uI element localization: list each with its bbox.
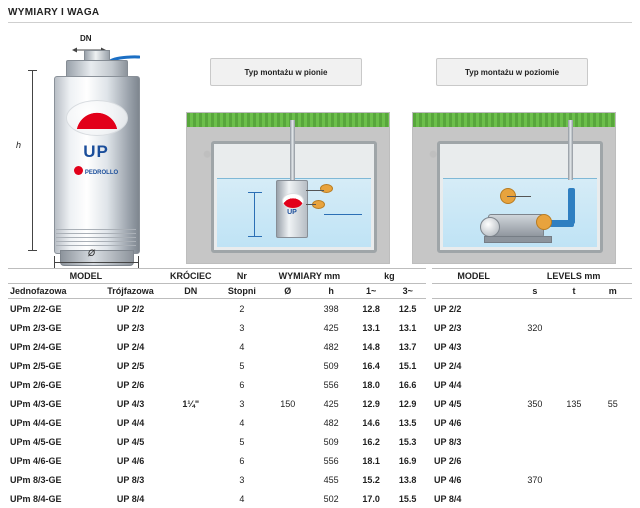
float-cable bbox=[507, 196, 531, 197]
cell-h: 556 bbox=[309, 375, 352, 394]
cell-s-1: 320 bbox=[515, 299, 554, 357]
horizontal-caption: Typ montażu w poziomie bbox=[436, 58, 588, 86]
cell-h: 482 bbox=[309, 337, 352, 356]
table-row bbox=[432, 299, 632, 319]
levels-table bbox=[432, 268, 632, 508]
cell-trojfazowa: UP 4/6 bbox=[97, 451, 163, 470]
pump-base bbox=[60, 250, 134, 266]
horizontal-ground bbox=[412, 112, 616, 264]
water-level-line-2 bbox=[443, 178, 597, 179]
cell-kg1: 13.1 bbox=[353, 318, 390, 337]
levels-header-row-1 bbox=[432, 269, 632, 284]
th-1phase: 1~ bbox=[353, 284, 390, 299]
diameter-label: Ø bbox=[88, 248, 95, 258]
levels-table-body bbox=[432, 299, 632, 508]
th-levels: LEVELS mm bbox=[515, 269, 632, 284]
float-cable-upper bbox=[306, 190, 324, 191]
cell-jednofazowa: UPm 2/2-GE bbox=[8, 299, 97, 319]
vertical-discharge-pipe bbox=[568, 188, 575, 224]
cell-kg1: 14.6 bbox=[353, 413, 390, 432]
dimensions-weight-table bbox=[8, 268, 426, 508]
cell-trojfazowa: UP 2/5 bbox=[97, 356, 163, 375]
riser-pipe bbox=[290, 120, 295, 182]
cell-kg3: 13.5 bbox=[389, 413, 426, 432]
height-label: h bbox=[16, 140, 21, 150]
cell-stopni: 5 bbox=[218, 356, 266, 375]
float-cable-lower bbox=[306, 204, 316, 205]
pump-dimension-drawing bbox=[10, 30, 170, 262]
dimensions-table-body bbox=[8, 299, 426, 508]
horizontal-tank bbox=[437, 141, 603, 253]
level-dimension-top-tick bbox=[248, 192, 262, 193]
cell-trojfazowa: UP 2/4 bbox=[97, 337, 163, 356]
cell-kg3: 13.1 bbox=[389, 318, 426, 337]
table-header-row-1 bbox=[8, 269, 426, 284]
table-row bbox=[8, 413, 426, 432]
pump-suction-grooves bbox=[56, 226, 136, 250]
pump-logo-text: UP bbox=[68, 142, 124, 162]
cell-stopni: 6 bbox=[218, 451, 266, 470]
cell-h: 556 bbox=[309, 451, 352, 470]
cell-kg1: 18.0 bbox=[353, 375, 390, 394]
levels-header-row-2 bbox=[432, 284, 632, 299]
cell-kg1: 17.0 bbox=[353, 489, 390, 508]
cell-model: UP 4/4 bbox=[432, 375, 515, 394]
cell-h: 509 bbox=[309, 432, 352, 451]
cell-trojfazowa: UP 4/5 bbox=[97, 432, 163, 451]
cell-kg1: 15.2 bbox=[353, 470, 390, 489]
cell-s-3: 370 bbox=[515, 451, 554, 508]
table-row bbox=[8, 356, 426, 375]
cell-h: 455 bbox=[309, 470, 352, 489]
cell-stopni: 3 bbox=[218, 394, 266, 413]
cell-s-2: 350 bbox=[515, 356, 554, 451]
th-model: MODEL bbox=[8, 269, 164, 284]
th-diameter: Ø bbox=[266, 284, 309, 299]
cell-stopni: 3 bbox=[218, 318, 266, 337]
th-s: s bbox=[515, 284, 554, 299]
table-row bbox=[8, 394, 426, 413]
float-switch-upper bbox=[320, 184, 333, 193]
cell-stopni: 4 bbox=[218, 489, 266, 508]
dn-dimension-label: DN bbox=[80, 34, 92, 43]
cell-trojfazowa: UP 2/3 bbox=[97, 318, 163, 337]
cell-jednofazowa: UPm 2/6-GE bbox=[8, 375, 97, 394]
th-trojfazowa: Trójfazowa bbox=[97, 284, 163, 299]
cell-kg1: 12.8 bbox=[353, 299, 390, 319]
cell-kg3: 15.5 bbox=[389, 489, 426, 508]
cell-h: 502 bbox=[309, 489, 352, 508]
th-h: h bbox=[309, 284, 352, 299]
th-dn: DN bbox=[164, 284, 218, 299]
cell-h: 425 bbox=[309, 318, 352, 337]
table-row bbox=[8, 375, 426, 394]
installed-pump-horizontal bbox=[488, 214, 544, 238]
grass-strip bbox=[187, 113, 389, 128]
brand-name: PEDROLLO bbox=[85, 170, 118, 176]
pump-logo-icon bbox=[282, 193, 304, 209]
vertical-caption: Typ montażu w pionie bbox=[210, 58, 362, 86]
cell-model: UP 4/5 bbox=[432, 394, 515, 413]
th-blank bbox=[432, 284, 515, 299]
cell-stopni: 5 bbox=[218, 432, 266, 451]
page-title: WYMIARY I WAGA bbox=[8, 7, 99, 18]
cell-diameter-value: 150 bbox=[266, 299, 309, 508]
th-wymiary: WYMIARY mm bbox=[266, 269, 353, 284]
cell-jednofazowa: UPm 2/4-GE bbox=[8, 337, 97, 356]
cell-kg3: 13.7 bbox=[389, 337, 426, 356]
pump-logo-mini-text: UP bbox=[277, 209, 307, 216]
th-jednofazowa: Jednofazowa bbox=[8, 284, 97, 299]
table-row bbox=[8, 432, 426, 451]
horizontal-installation-scene bbox=[408, 30, 618, 262]
th-m: m bbox=[594, 284, 633, 299]
cell-model: UP 4/6 bbox=[432, 413, 515, 432]
title-divider bbox=[8, 22, 632, 23]
table-row bbox=[8, 318, 426, 337]
cell-kg3: 15.1 bbox=[389, 356, 426, 375]
diameter-tick-left bbox=[54, 256, 55, 268]
valve-icon bbox=[536, 214, 552, 230]
cell-stopni: 6 bbox=[218, 375, 266, 394]
th-model-right: MODEL bbox=[432, 269, 515, 284]
diameter-dimension-line bbox=[54, 262, 138, 263]
grass-strip-2 bbox=[413, 113, 615, 128]
cell-model: UP 2/2 bbox=[432, 299, 515, 319]
pump-brand-text bbox=[64, 166, 128, 176]
table-header-row-2 bbox=[8, 284, 426, 299]
table-row bbox=[8, 451, 426, 470]
cell-kg3: 15.3 bbox=[389, 432, 426, 451]
cell-kg3: 13.8 bbox=[389, 470, 426, 489]
cell-t: 135 bbox=[554, 299, 593, 508]
cell-trojfazowa: UP 4/4 bbox=[97, 413, 163, 432]
cell-jednofazowa: UPm 8/4-GE bbox=[8, 489, 97, 508]
cell-kg1: 16.2 bbox=[353, 432, 390, 451]
cell-trojfazowa: UP 8/3 bbox=[97, 470, 163, 489]
pump-impeller-icon bbox=[480, 217, 500, 237]
cell-stopni: 3 bbox=[218, 470, 266, 489]
height-dimension-line bbox=[32, 70, 33, 250]
cell-kg1: 12.9 bbox=[353, 394, 390, 413]
cell-h: 482 bbox=[309, 413, 352, 432]
level-dimension-vertical bbox=[254, 192, 255, 236]
th-nr: Nr bbox=[218, 269, 266, 284]
cell-h: 509 bbox=[309, 356, 352, 375]
cell-dn-value: 1¼" bbox=[164, 299, 218, 508]
illustration-band bbox=[0, 26, 640, 266]
riser-pipe-2 bbox=[568, 120, 573, 180]
th-kg: kg bbox=[353, 269, 426, 284]
brand-dot-icon bbox=[74, 166, 83, 175]
cell-kg1: 14.8 bbox=[353, 337, 390, 356]
cell-trojfazowa: UP 2/2 bbox=[97, 299, 163, 319]
cell-trojfazowa: UP 4/3 bbox=[97, 394, 163, 413]
installed-pump-vertical bbox=[276, 180, 308, 238]
cell-model: UP 8/3 bbox=[432, 432, 515, 451]
cell-kg3: 12.5 bbox=[389, 299, 426, 319]
cell-model: UP 4/3 bbox=[432, 337, 515, 356]
cell-jednofazowa: UPm 2/5-GE bbox=[8, 356, 97, 375]
cell-model: UP 2/3 bbox=[432, 318, 515, 337]
pump-support-base bbox=[484, 236, 552, 243]
th-krociec: KRÓCIEC bbox=[164, 269, 218, 284]
cell-model: UP 4/6 bbox=[432, 470, 515, 489]
cell-jednofazowa: UPm 4/3-GE bbox=[8, 394, 97, 413]
vertical-tank bbox=[211, 141, 377, 253]
cell-kg1: 16.4 bbox=[353, 356, 390, 375]
th-stopni: Stopni bbox=[218, 284, 266, 299]
cell-stopni: 4 bbox=[218, 413, 266, 432]
level-dimension-bottom-tick bbox=[248, 236, 262, 237]
diameter-tick-right bbox=[138, 256, 139, 268]
cell-model: UP 2/4 bbox=[432, 356, 515, 375]
cell-h: 425 bbox=[309, 394, 352, 413]
th-3phase: 3~ bbox=[389, 284, 426, 299]
cell-model: UP 8/4 bbox=[432, 489, 515, 508]
table-row bbox=[8, 299, 426, 319]
cell-kg3: 16.6 bbox=[389, 375, 426, 394]
level-dimension-horizontal bbox=[324, 214, 362, 215]
cell-h: 398 bbox=[309, 299, 352, 319]
cell-kg3: 12.9 bbox=[389, 394, 426, 413]
table-row bbox=[8, 337, 426, 356]
cell-kg1: 18.1 bbox=[353, 451, 390, 470]
cell-stopni: 4 bbox=[218, 337, 266, 356]
cell-jednofazowa: UPm 8/3-GE bbox=[8, 470, 97, 489]
cell-trojfazowa: UP 8/4 bbox=[97, 489, 163, 508]
cell-jednofazowa: UPm 4/6-GE bbox=[8, 451, 97, 470]
cell-stopni: 2 bbox=[218, 299, 266, 319]
cell-kg3: 16.9 bbox=[389, 451, 426, 470]
cell-jednofazowa: UPm 2/3-GE bbox=[8, 318, 97, 337]
vertical-ground bbox=[186, 112, 390, 264]
cell-jednofazowa: UPm 4/4-GE bbox=[8, 413, 97, 432]
cell-jednofazowa: UPm 4/5-GE bbox=[8, 432, 97, 451]
cell-trojfazowa: UP 2/6 bbox=[97, 375, 163, 394]
cell-m: 55 bbox=[594, 299, 633, 508]
pedrollo-red-logo-icon bbox=[66, 100, 128, 136]
cell-model: UP 2/6 bbox=[432, 451, 515, 470]
th-t: t bbox=[554, 284, 593, 299]
height-tick-bottom bbox=[28, 250, 37, 251]
table-row bbox=[8, 489, 426, 508]
vertical-installation-scene bbox=[182, 30, 392, 262]
table-row bbox=[8, 470, 426, 489]
height-tick-top bbox=[28, 70, 37, 71]
